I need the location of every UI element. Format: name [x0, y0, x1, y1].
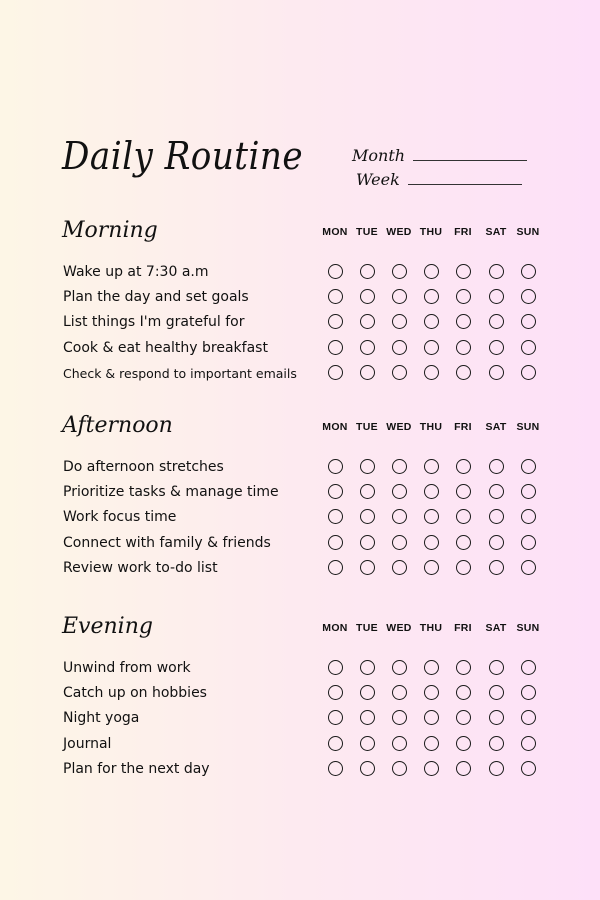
checkbox-sat[interactable]	[489, 660, 504, 675]
checkbox-tue[interactable]	[360, 264, 375, 279]
checkbox-tue[interactable]	[360, 459, 375, 474]
checkbox-fri[interactable]	[456, 264, 471, 279]
checkbox-mon[interactable]	[328, 535, 343, 550]
checkbox-fri[interactable]	[456, 365, 471, 380]
checkbox-thu[interactable]	[424, 289, 439, 304]
checkbox-fri[interactable]	[456, 535, 471, 550]
task-row	[63, 480, 600, 505]
checkbox-sun[interactable]	[521, 660, 536, 675]
month-line[interactable]	[413, 160, 527, 161]
day-header-mon: MON	[322, 421, 348, 433]
checkbox-fri[interactable]	[456, 340, 471, 355]
task-row	[63, 336, 600, 361]
checkbox-tue[interactable]	[360, 660, 375, 675]
checkbox-wed[interactable]	[392, 340, 407, 355]
day-header-sun: SUN	[516, 226, 540, 238]
task-label: Work focus time	[63, 509, 177, 526]
checkbox-tue[interactable]	[360, 314, 375, 329]
month-label: Month	[352, 146, 406, 165]
day-header-wed: WED	[386, 622, 412, 634]
checkbox-thu[interactable]	[424, 314, 439, 329]
task-label: Plan for the next day	[63, 760, 210, 777]
checkbox-sun[interactable]	[521, 535, 536, 550]
checkbox-thu[interactable]	[424, 710, 439, 725]
checkbox-sat[interactable]	[489, 264, 504, 279]
checkbox-mon[interactable]	[328, 484, 343, 499]
checkbox-mon[interactable]	[328, 560, 343, 575]
task-row	[63, 531, 600, 556]
checkbox-mon[interactable]	[328, 314, 343, 329]
checkbox-mon[interactable]	[328, 509, 343, 524]
checkbox-sun[interactable]	[521, 314, 536, 329]
day-header-wed: WED	[386, 421, 412, 433]
checkbox-tue[interactable]	[360, 509, 375, 524]
checkbox-fri[interactable]	[456, 509, 471, 524]
section-title: Evening	[62, 614, 153, 639]
checkbox-tue[interactable]	[360, 340, 375, 355]
day-header-fri: FRI	[454, 622, 472, 634]
task-row	[63, 681, 600, 706]
checkbox-mon[interactable]	[328, 365, 343, 380]
task-row	[63, 361, 600, 386]
task-row	[63, 455, 600, 480]
checkbox-mon[interactable]	[328, 289, 343, 304]
checkbox-thu[interactable]	[424, 459, 439, 474]
checkbox-sun[interactable]	[521, 736, 536, 751]
task-row	[63, 706, 600, 731]
checkbox-thu[interactable]	[424, 340, 439, 355]
task-label: Connect with family & friends	[63, 534, 271, 551]
checkbox-mon[interactable]	[328, 340, 343, 355]
task-row	[63, 260, 600, 285]
checkbox-fri[interactable]	[456, 560, 471, 575]
checkbox-thu[interactable]	[424, 264, 439, 279]
checkbox-sun[interactable]	[521, 685, 536, 700]
task-row	[63, 556, 600, 581]
checkbox-fri[interactable]	[456, 289, 471, 304]
checkbox-mon[interactable]	[328, 660, 343, 675]
checkbox-wed[interactable]	[392, 535, 407, 550]
checkbox-fri[interactable]	[456, 761, 471, 776]
checkbox-mon[interactable]	[328, 761, 343, 776]
checkbox-sat[interactable]	[489, 459, 504, 474]
checkbox-wed[interactable]	[392, 560, 407, 575]
checkbox-sat[interactable]	[489, 509, 504, 524]
day-header-thu: THU	[419, 421, 443, 433]
week-label: Week	[356, 170, 400, 189]
checkbox-sun[interactable]	[521, 365, 536, 380]
checkbox-thu[interactable]	[424, 560, 439, 575]
task-label: Plan the day and set goals	[63, 289, 249, 306]
task-label: Journal	[63, 735, 112, 752]
checkbox-thu[interactable]	[424, 761, 439, 776]
day-header-sun: SUN	[516, 421, 540, 433]
checkbox-wed[interactable]	[392, 264, 407, 279]
day-header-tue: TUE	[356, 421, 378, 433]
checkbox-sat[interactable]	[489, 685, 504, 700]
checkbox-wed[interactable]	[392, 365, 407, 380]
checkbox-fri[interactable]	[456, 314, 471, 329]
task-row	[63, 505, 600, 530]
day-header-sat: SAT	[485, 421, 507, 433]
day-header-sun: SUN	[516, 622, 540, 634]
task-row	[63, 310, 600, 335]
checkbox-fri[interactable]	[456, 660, 471, 675]
checkbox-sat[interactable]	[489, 314, 504, 329]
day-header-mon: MON	[322, 226, 348, 238]
checkbox-mon[interactable]	[328, 685, 343, 700]
checkbox-wed[interactable]	[392, 685, 407, 700]
checkbox-thu[interactable]	[424, 685, 439, 700]
checkbox-fri[interactable]	[456, 459, 471, 474]
checkbox-sat[interactable]	[489, 365, 504, 380]
task-row	[63, 732, 600, 757]
checkbox-tue[interactable]	[360, 484, 375, 499]
checkbox-sat[interactable]	[489, 736, 504, 751]
task-row	[63, 656, 600, 681]
task-row	[63, 285, 600, 310]
month-field[interactable]	[352, 146, 527, 165]
day-header-sat: SAT	[485, 226, 507, 238]
checkbox-sun[interactable]	[521, 264, 536, 279]
checkbox-thu[interactable]	[424, 535, 439, 550]
checkbox-tue[interactable]	[360, 535, 375, 550]
section-title: Afternoon	[62, 413, 173, 438]
checkbox-tue[interactable]	[360, 289, 375, 304]
checkbox-sat[interactable]	[489, 289, 504, 304]
checkbox-wed[interactable]	[392, 710, 407, 725]
checkbox-tue[interactable]	[360, 736, 375, 751]
task-label: Review work to-do list	[63, 559, 218, 576]
task-label: Cook & eat healthy breakfast	[63, 339, 268, 356]
checkbox-thu[interactable]	[424, 660, 439, 675]
checkbox-wed[interactable]	[392, 509, 407, 524]
task-label: Check & respond to important emails	[63, 365, 297, 381]
checkbox-fri[interactable]	[456, 484, 471, 499]
checkbox-sun[interactable]	[521, 560, 536, 575]
checkbox-sun[interactable]	[521, 459, 536, 474]
section-title: Morning	[62, 218, 158, 243]
checkbox-sat[interactable]	[489, 484, 504, 499]
day-header-wed: WED	[386, 226, 412, 238]
task-label: List things I'm grateful for	[63, 314, 245, 331]
day-header-fri: FRI	[454, 226, 472, 238]
checkbox-sun[interactable]	[521, 761, 536, 776]
checkbox-wed[interactable]	[392, 736, 407, 751]
checkbox-wed[interactable]	[392, 314, 407, 329]
task-label: Wake up at 7:30 a.m	[63, 264, 209, 280]
checkbox-sat[interactable]	[489, 340, 504, 355]
day-header-fri: FRI	[454, 421, 472, 433]
task-row	[63, 757, 600, 782]
week-line[interactable]	[408, 184, 522, 185]
checkbox-wed[interactable]	[392, 289, 407, 304]
checkbox-sat[interactable]	[489, 560, 504, 575]
day-header-tue: TUE	[356, 226, 378, 238]
checkbox-sun[interactable]	[521, 509, 536, 524]
day-header-mon: MON	[322, 622, 348, 634]
checkbox-wed[interactable]	[392, 660, 407, 675]
checkbox-sat[interactable]	[489, 761, 504, 776]
day-header-tue: TUE	[356, 622, 378, 634]
page-title: Daily Routine	[62, 134, 304, 178]
checkbox-mon[interactable]	[328, 264, 343, 279]
checkbox-sun[interactable]	[521, 710, 536, 725]
checkbox-fri[interactable]	[456, 736, 471, 751]
task-label: Prioritize tasks & manage time	[63, 484, 279, 501]
checkbox-sun[interactable]	[521, 484, 536, 499]
checkbox-mon[interactable]	[328, 459, 343, 474]
checkbox-tue[interactable]	[360, 710, 375, 725]
day-header-thu: THU	[419, 622, 443, 634]
task-label: Night yoga	[63, 710, 140, 727]
checkbox-thu[interactable]	[424, 484, 439, 499]
checkbox-tue[interactable]	[360, 685, 375, 700]
task-label: Catch up on hobbies	[63, 685, 207, 702]
checkbox-sat[interactable]	[489, 710, 504, 725]
week-field[interactable]	[356, 170, 522, 189]
checkbox-tue[interactable]	[360, 365, 375, 380]
day-header-thu: THU	[419, 226, 443, 238]
checkbox-wed[interactable]	[392, 459, 407, 474]
checkbox-tue[interactable]	[360, 761, 375, 776]
checkbox-sun[interactable]	[521, 340, 536, 355]
checkbox-sat[interactable]	[489, 535, 504, 550]
task-label: Do afternoon stretches	[63, 459, 224, 475]
task-label: Unwind from work	[63, 660, 191, 676]
checkbox-wed[interactable]	[392, 484, 407, 499]
checkbox-thu[interactable]	[424, 736, 439, 751]
checkbox-wed[interactable]	[392, 761, 407, 776]
checkbox-sun[interactable]	[521, 289, 536, 304]
checkbox-thu[interactable]	[424, 509, 439, 524]
checkbox-tue[interactable]	[360, 560, 375, 575]
checkbox-fri[interactable]	[456, 685, 471, 700]
checkbox-fri[interactable]	[456, 710, 471, 725]
checkbox-thu[interactable]	[424, 365, 439, 380]
checkbox-mon[interactable]	[328, 736, 343, 751]
day-header-sat: SAT	[485, 622, 507, 634]
checkbox-mon[interactable]	[328, 710, 343, 725]
